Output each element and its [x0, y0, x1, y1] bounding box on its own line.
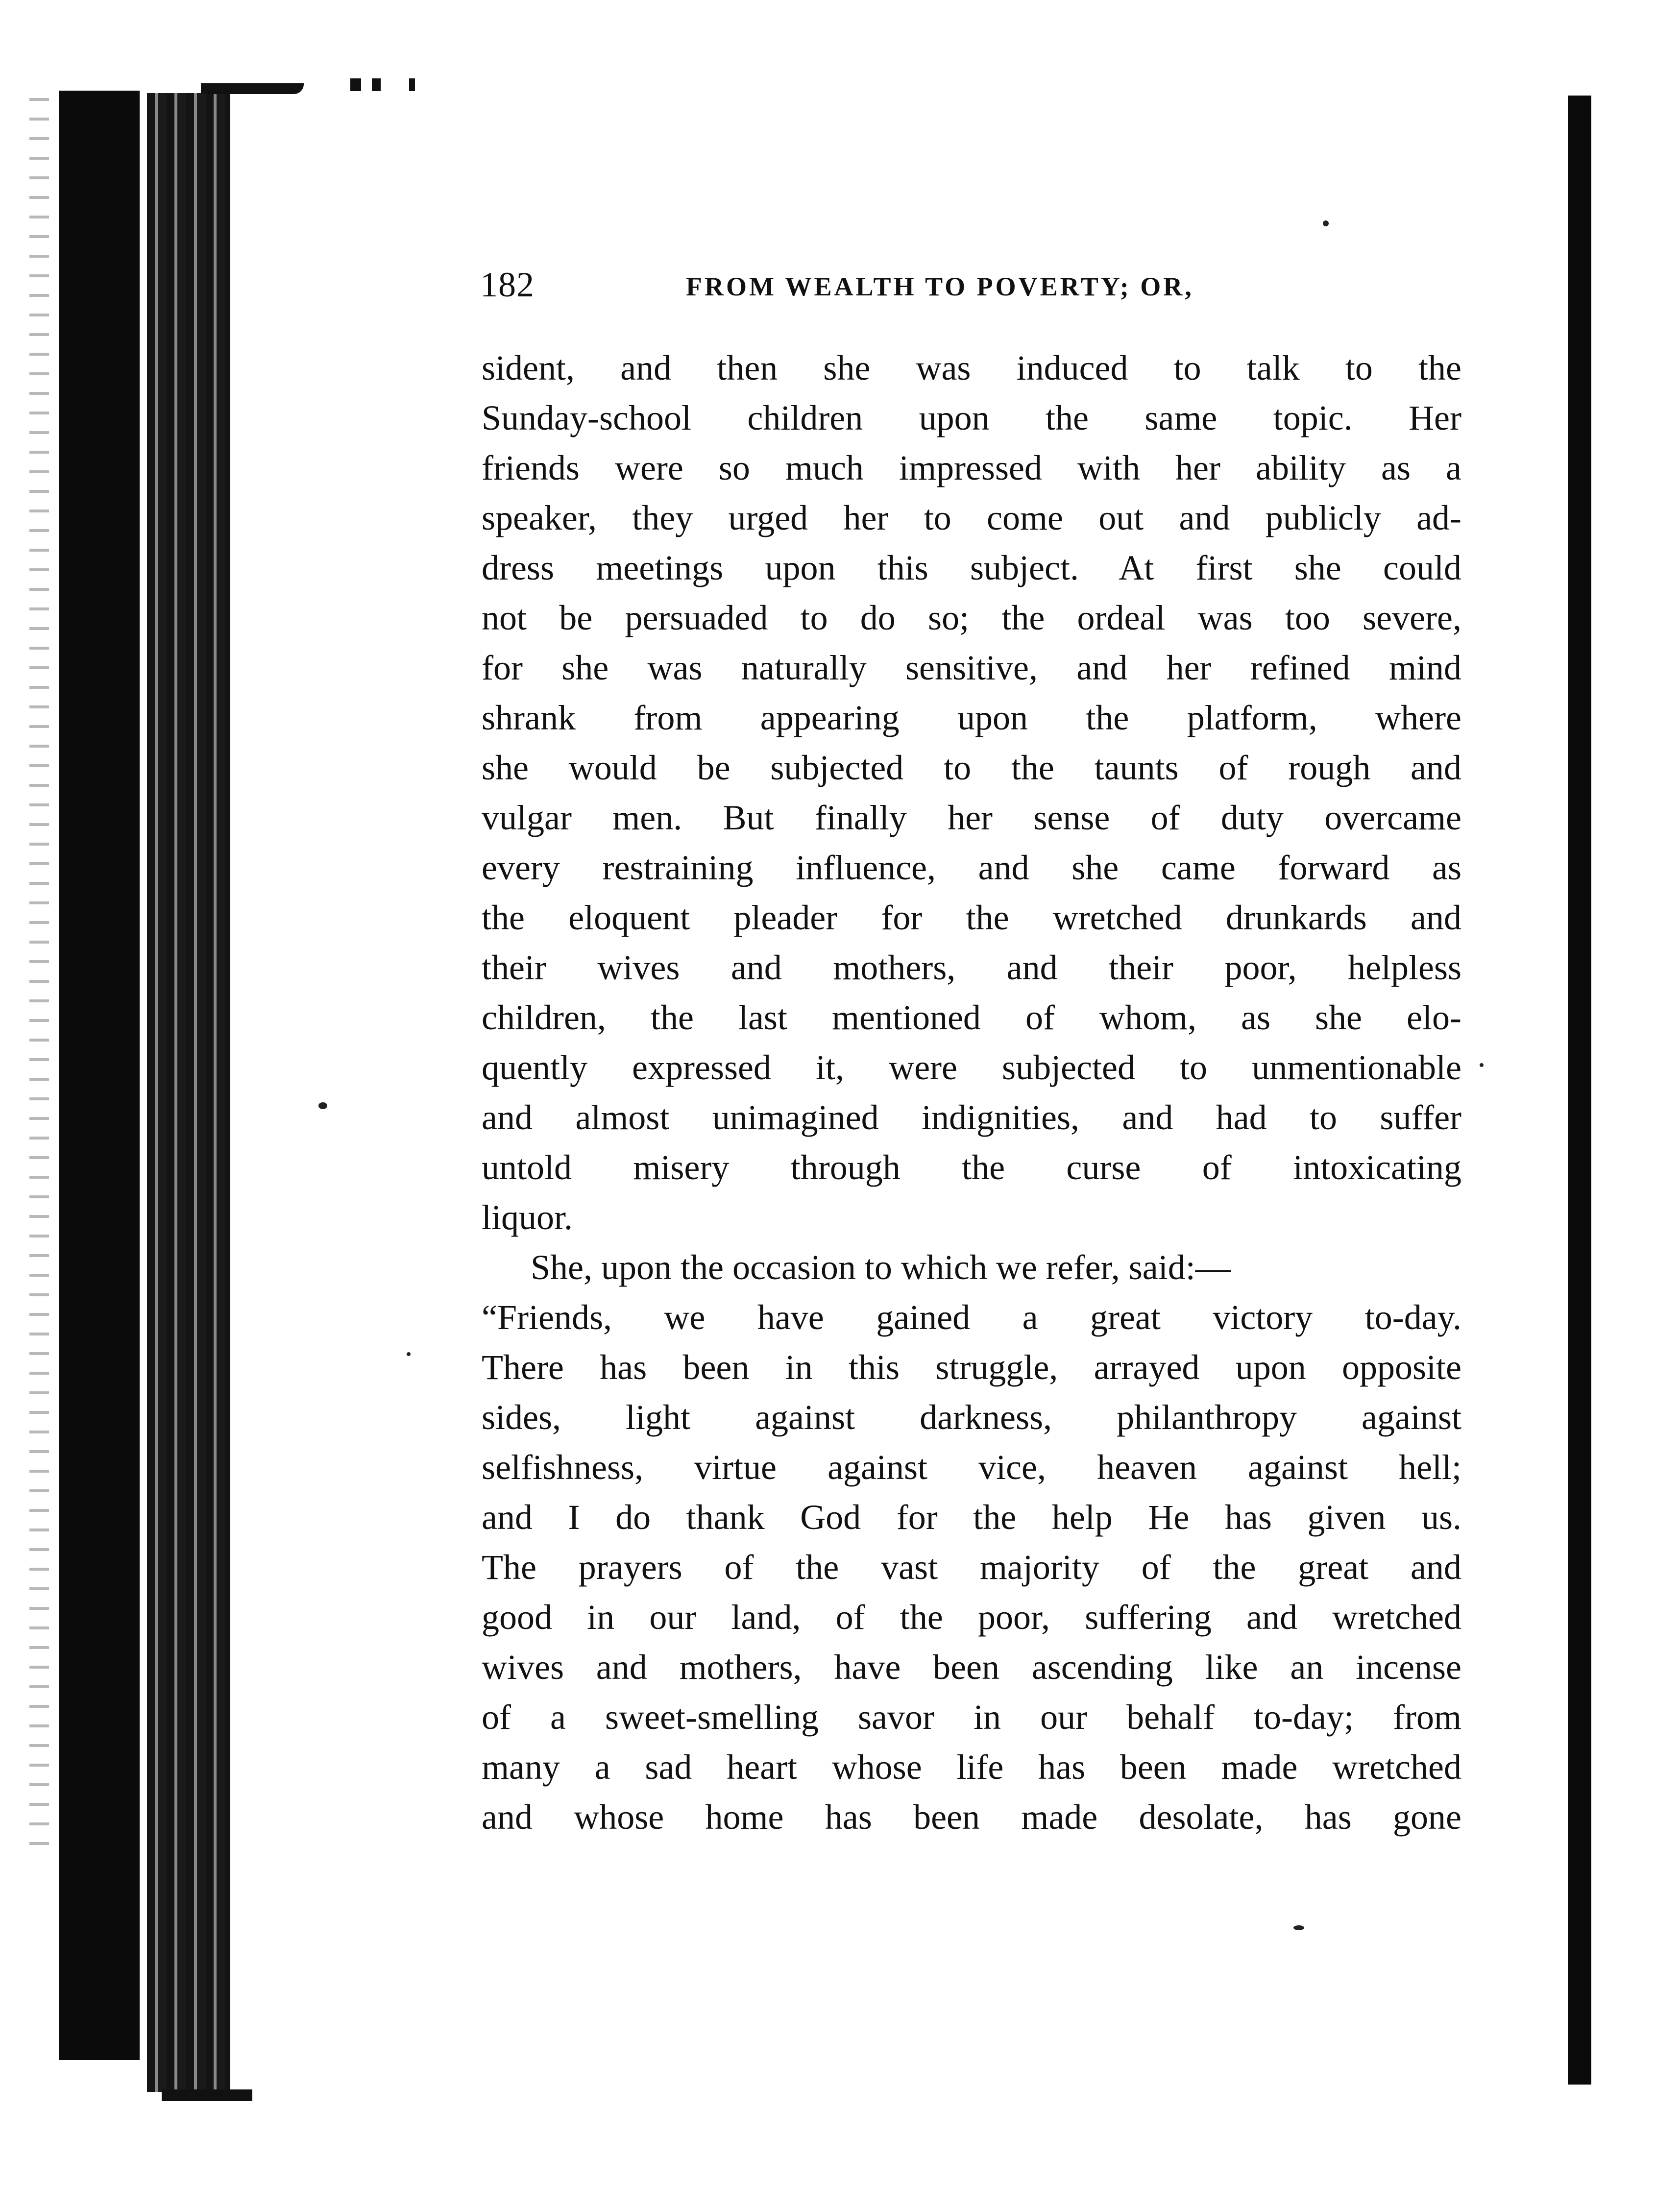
body-text	[482, 343, 1461, 1842]
text-line: sides, light against darkness, philanthropy against	[482, 1398, 1461, 1437]
book-spine-shadow-left	[59, 91, 140, 2060]
text-line: selfishness, virtue against vice, heaven against hell;	[482, 1448, 1461, 1487]
page-number: 182	[480, 265, 535, 304]
text-line: not be persuaded to do so; the ordeal was too severe,	[482, 598, 1461, 637]
text-line: “Friends, we have gained a great victory to-day.	[482, 1298, 1461, 1337]
text-line: Sunday-school children upon the same topic. Her	[482, 398, 1461, 437]
book-edge-shadow-right	[1568, 96, 1591, 2085]
paragraph-2	[482, 1242, 1461, 1842]
scan-speck	[318, 1102, 327, 1109]
text-line: liquor.	[482, 1198, 573, 1237]
running-title: FROM WEALTH TO POVERTY; OR,	[686, 272, 1194, 301]
text-line: untold misery through the curse of intoxicating	[482, 1148, 1461, 1187]
book-spine-gutter	[147, 93, 230, 2092]
text-line: quently expressed it, were subjected to unmentionable	[482, 1048, 1461, 1087]
text-line: wives and mothers, have been ascending like an incense	[482, 1648, 1461, 1687]
text-line: she would be subjected to the taunts of rough and	[482, 748, 1461, 787]
scan-speck	[407, 1352, 411, 1356]
text-line: for she was naturally sensitive, and her refined mind	[482, 648, 1461, 687]
text-line: children, the last mentioned of whom, as she elo-	[482, 998, 1461, 1037]
scan-speck	[1293, 1925, 1304, 1930]
scan-edge-streak	[29, 98, 49, 1862]
top-scan-marks	[350, 78, 424, 91]
text-line: their wives and mothers, and their poor, helpless	[482, 948, 1461, 987]
text-line: friends were so much impressed with her ability as a	[482, 448, 1461, 487]
text-line: every restraining influence, and she came forward as	[482, 848, 1461, 887]
text-line: of a sweet-smelling savor in our behalf to-day; from	[482, 1698, 1461, 1737]
text-line: sident, and then she was induced to talk to the	[482, 348, 1461, 388]
bottom-scan-mark	[162, 2089, 252, 2101]
text-line: There has been in this struggle, arrayed upon opposite	[482, 1348, 1461, 1387]
text-line: many a sad heart whose life has been made wretched	[482, 1747, 1461, 1787]
scan-speck	[1323, 220, 1329, 226]
text-line: the eloquent pleader for the wretched drunkards and	[482, 898, 1461, 937]
text-line: and I do thank God for the help He has given us.	[482, 1498, 1461, 1537]
text-line: She, upon the occasion to which we refer, said:—	[531, 1248, 1231, 1287]
text-line: good in our land, of the poor, suffering and wretched	[482, 1598, 1461, 1637]
paragraph-1	[482, 343, 1461, 1242]
text-line: shrank from appearing upon the platform, where	[482, 698, 1461, 737]
text-line: speaker, they urged her to come out and publicly ad-	[482, 498, 1461, 537]
text-line: The prayers of the vast majority of the great and	[482, 1548, 1461, 1587]
text-line: and whose home has been made desolate, has gone	[482, 1797, 1461, 1837]
text-line: and almost unimagined indignities, and had to suffer	[482, 1098, 1461, 1137]
scan-speck	[1480, 1063, 1484, 1067]
text-line: vulgar men. But finally her sense of duty overcame	[482, 798, 1461, 837]
running-head	[480, 265, 1460, 309]
page-curl-top	[201, 83, 304, 94]
text-line: dress meetings upon this subject. At first she could	[482, 548, 1461, 587]
